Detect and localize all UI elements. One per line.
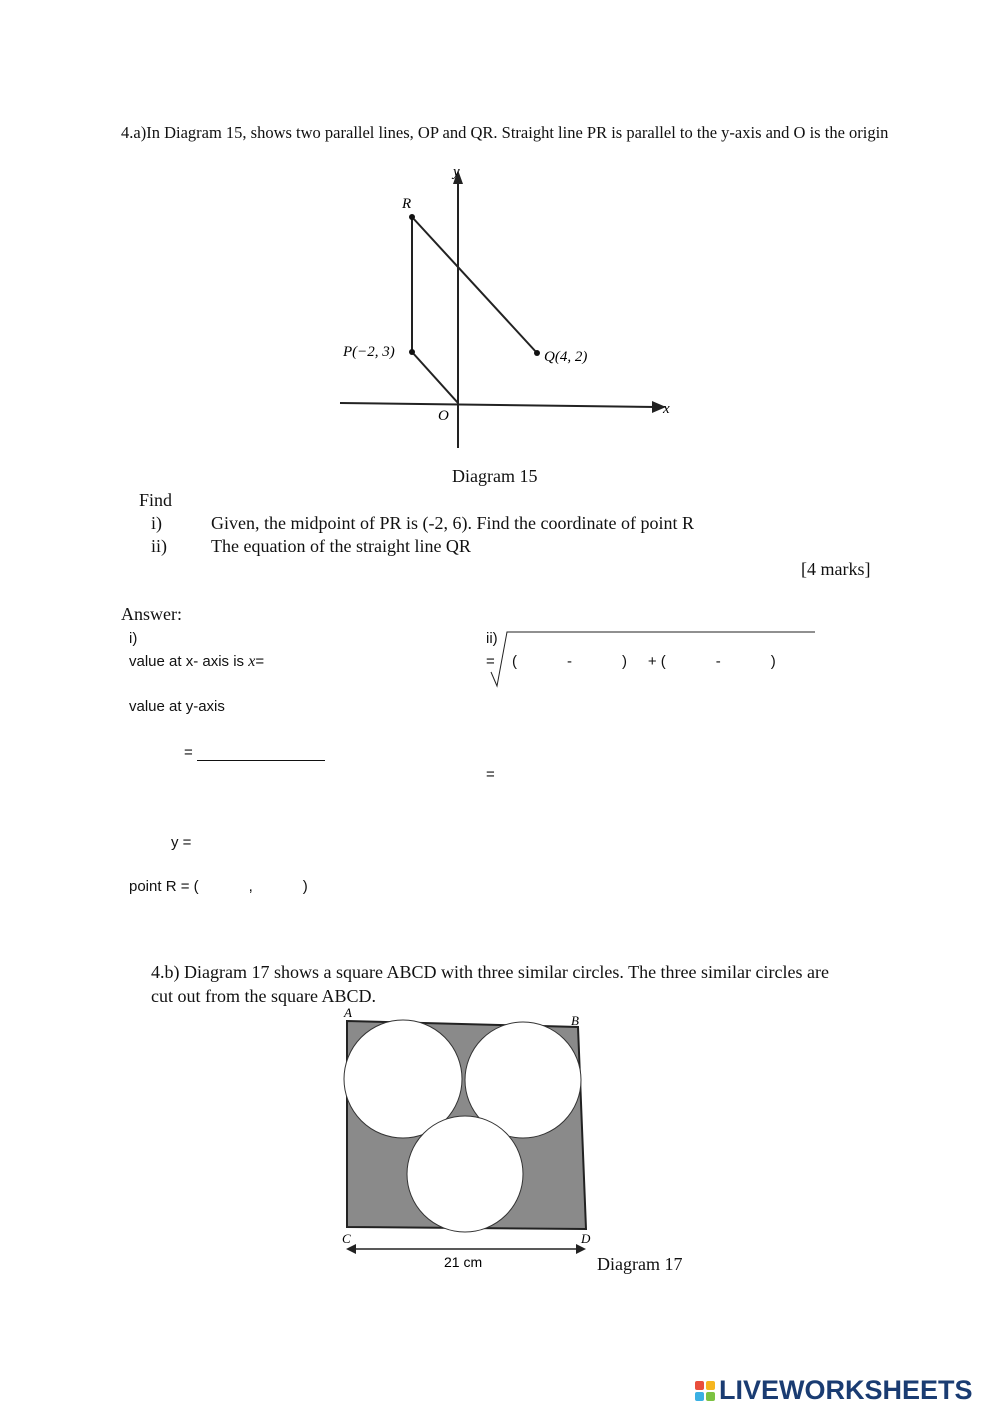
point-Q bbox=[534, 350, 540, 356]
answer-x-variable: x bbox=[248, 653, 256, 670]
point-R bbox=[409, 214, 415, 220]
answer-blank-equals: = bbox=[184, 744, 193, 761]
answer-blank-row bbox=[184, 744, 325, 761]
answer-ii-equals-2: = bbox=[486, 766, 495, 783]
axis-x-label: x bbox=[663, 401, 670, 417]
item-i-number: i) bbox=[151, 513, 162, 533]
label-R: R bbox=[402, 196, 412, 212]
dimension-label: 21 cm bbox=[444, 1254, 483, 1270]
label-B: B bbox=[571, 1013, 579, 1028]
liveworksheets-logo[interactable] bbox=[695, 1375, 973, 1406]
item-i-text: Given, the midpoint of PR is (-2, 6). Find the coordinate of point R bbox=[211, 513, 694, 533]
question-a-intro: 4.a)In Diagram 15, shows two parallel lines, OP and QR. Straight line PR is parallel to the y-axis and O is the origin bbox=[121, 123, 889, 142]
label-Q: Q(4, 2) bbox=[544, 349, 588, 365]
item-ii-number: ii) bbox=[151, 536, 167, 556]
line-QR bbox=[412, 217, 537, 353]
answer-x-text: value at x- axis is bbox=[129, 653, 245, 670]
answer-blank-line[interactable] bbox=[197, 746, 325, 761]
diagram-17-caption: Diagram 17 bbox=[597, 1254, 683, 1274]
diagram-15-caption: Diagram 15 bbox=[452, 466, 538, 486]
answer-y-line: value at y-axis bbox=[129, 698, 225, 715]
label-A: A bbox=[344, 1005, 352, 1020]
diagram-15 bbox=[330, 160, 690, 460]
question-b-intro: 4.b) Diagram 17 shows a square ABCD with three similar circles. The three similar circles are cut out from the square ABCD. bbox=[151, 962, 829, 1006]
logo-grid-icon bbox=[695, 1381, 715, 1401]
answer-label: Answer: bbox=[121, 604, 182, 624]
find-label: Find bbox=[139, 490, 173, 510]
answer-y-equals: y = bbox=[171, 834, 192, 851]
label-P: P(−2, 3) bbox=[343, 344, 395, 360]
circle-bottom bbox=[407, 1116, 523, 1232]
logo-text: LIVEWORKSHEETS bbox=[719, 1375, 973, 1405]
point-P bbox=[409, 349, 415, 355]
diagram-17 bbox=[330, 1003, 620, 1273]
label-O: O bbox=[438, 408, 449, 424]
item-ii-text: The equation of the straight line QR bbox=[211, 536, 471, 556]
label-D: D bbox=[581, 1231, 591, 1246]
answer-x-line bbox=[129, 653, 264, 671]
label-C: C bbox=[342, 1231, 351, 1246]
answer-i-number: i) bbox=[129, 630, 138, 647]
answer-x-equals: = bbox=[255, 653, 265, 670]
x-axis bbox=[340, 403, 656, 407]
axis-y-label: y bbox=[453, 164, 460, 180]
marks-label: [4 marks] bbox=[801, 559, 871, 579]
answer-ii-equals-1: = bbox=[486, 653, 495, 670]
answer-point-r: point R = ( , ) bbox=[129, 878, 308, 895]
line-OP bbox=[412, 352, 458, 403]
answer-ii-number: ii) bbox=[486, 630, 498, 647]
answer-ii-distance-terms: ( - ) + ( - ) bbox=[512, 653, 776, 670]
